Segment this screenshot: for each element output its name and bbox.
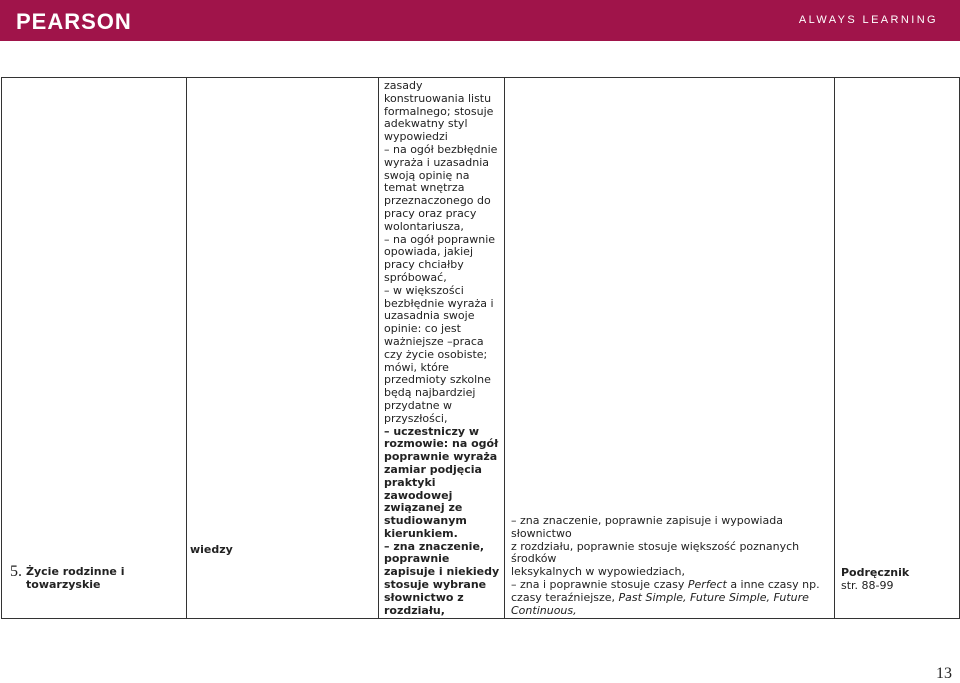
page-number: 13 [936, 665, 952, 682]
basic-line: przedmioty szkolne [384, 373, 491, 387]
advanced-line-pre: – zna i poprawnie stosuje czasy [511, 578, 688, 592]
advanced-line: z rozdziału, poprawnie stosuje większość poznanych środków [511, 539, 800, 566]
requirements-table [1, 77, 960, 619]
basic-line: adekwatny styl [384, 117, 468, 131]
basic-line: uzasadnia swoje [384, 309, 475, 323]
advanced-line-italic: Continuous, [511, 603, 577, 617]
topic-number: 5. [10, 562, 22, 580]
basic-line: temat wnętrza [384, 181, 465, 195]
basic-line: związanej ze [384, 501, 463, 515]
basic-line: opinie: co jest [384, 322, 461, 336]
basic-line: kierunkiem. [384, 526, 458, 540]
basic-line: pracy chciałby [384, 258, 464, 272]
table-row [2, 78, 960, 619]
basic-line: poprawnie [384, 552, 450, 566]
advanced-line-post: a inne czasy np. [726, 578, 820, 592]
advanced-line: – zna znaczenie, poprawnie zapisuje i wypowiada słownictwo [511, 514, 783, 540]
basic-line: stosuje wybrane [384, 578, 487, 592]
basic-line: – na ogół poprawnie [384, 232, 496, 246]
basic-requirements-cell [379, 78, 505, 619]
source-cell [835, 78, 960, 619]
basic-line: pracy oraz pracy [384, 206, 477, 220]
basic-line: słownictwo z [384, 590, 464, 604]
basic-line: będą najbardziej [384, 386, 476, 400]
advanced-line: leksykalnych w wypowiedziach, [511, 565, 686, 579]
basic-line: bezbłędnie wyraża i [384, 296, 494, 310]
basic-line: wypowiedzi [384, 130, 448, 144]
basic-line: przydatne w [384, 398, 453, 412]
basic-line: opowiada, jakiej [384, 245, 473, 259]
basic-line: zasady [384, 79, 423, 92]
basic-line: konstruowania listu [384, 91, 492, 105]
basic-line: czy życie osobiste; [384, 347, 488, 361]
basic-line: formalnego; stosuje [384, 104, 494, 118]
advanced-requirements-cell [505, 78, 835, 619]
basic-line: wyraża i uzasadnia [384, 155, 490, 169]
advanced-line-pre: czasy teraźniejsze, [511, 590, 619, 604]
basic-line: przeznaczonego do [384, 194, 491, 208]
category-cell [187, 78, 379, 619]
advanced-requirements-text [511, 515, 832, 617]
advanced-line-italic: Past Simple, Future Simple, Future [618, 590, 809, 604]
basic-requirements-text [384, 80, 502, 617]
basic-line: mówi, które [384, 360, 449, 374]
advanced-line [511, 605, 832, 618]
basic-line: – na ogół bezbłędnie [384, 142, 498, 156]
basic-line: – uczestniczy w [384, 424, 480, 438]
basic-line: swoją opinię na [384, 168, 470, 182]
advanced-line-italic: Perfect [687, 578, 727, 592]
basic-line: studiowanym [384, 514, 467, 528]
basic-line: zamiar podjęcia [384, 462, 482, 476]
basic-line: poprawnie wyraża [384, 450, 498, 464]
basic-line: praktyki [384, 475, 436, 489]
topic-title: Życie rodzinne i towarzyskie [26, 564, 125, 591]
basic-line: – zna znaczenie, [384, 539, 485, 553]
basic-line: przyszłości, [384, 411, 448, 425]
basic-line: zapisuje i niekiedy [384, 565, 500, 579]
header-tagline: ALWAYS LEARNING [798, 14, 938, 26]
basic-line: zawodowej [384, 488, 453, 502]
topic-cell [2, 78, 187, 619]
pearson-header-bar [0, 0, 960, 41]
pearson-logo: PEARSON [16, 9, 132, 34]
basic-line: spróbować, [384, 270, 447, 284]
basic-line: wolontariusza, [384, 219, 464, 233]
basic-line: ważniejsze –praca [384, 334, 484, 348]
source-title: Podręcznik [841, 565, 910, 579]
category-label: wiedzy [190, 542, 233, 556]
basic-line: – w większości [384, 283, 464, 297]
topic [5, 562, 184, 618]
basic-line: rozmowie: na ogół [384, 437, 499, 451]
source-pages: str. 88-99 [841, 578, 894, 592]
basic-line: rozdziału, [384, 603, 445, 617]
